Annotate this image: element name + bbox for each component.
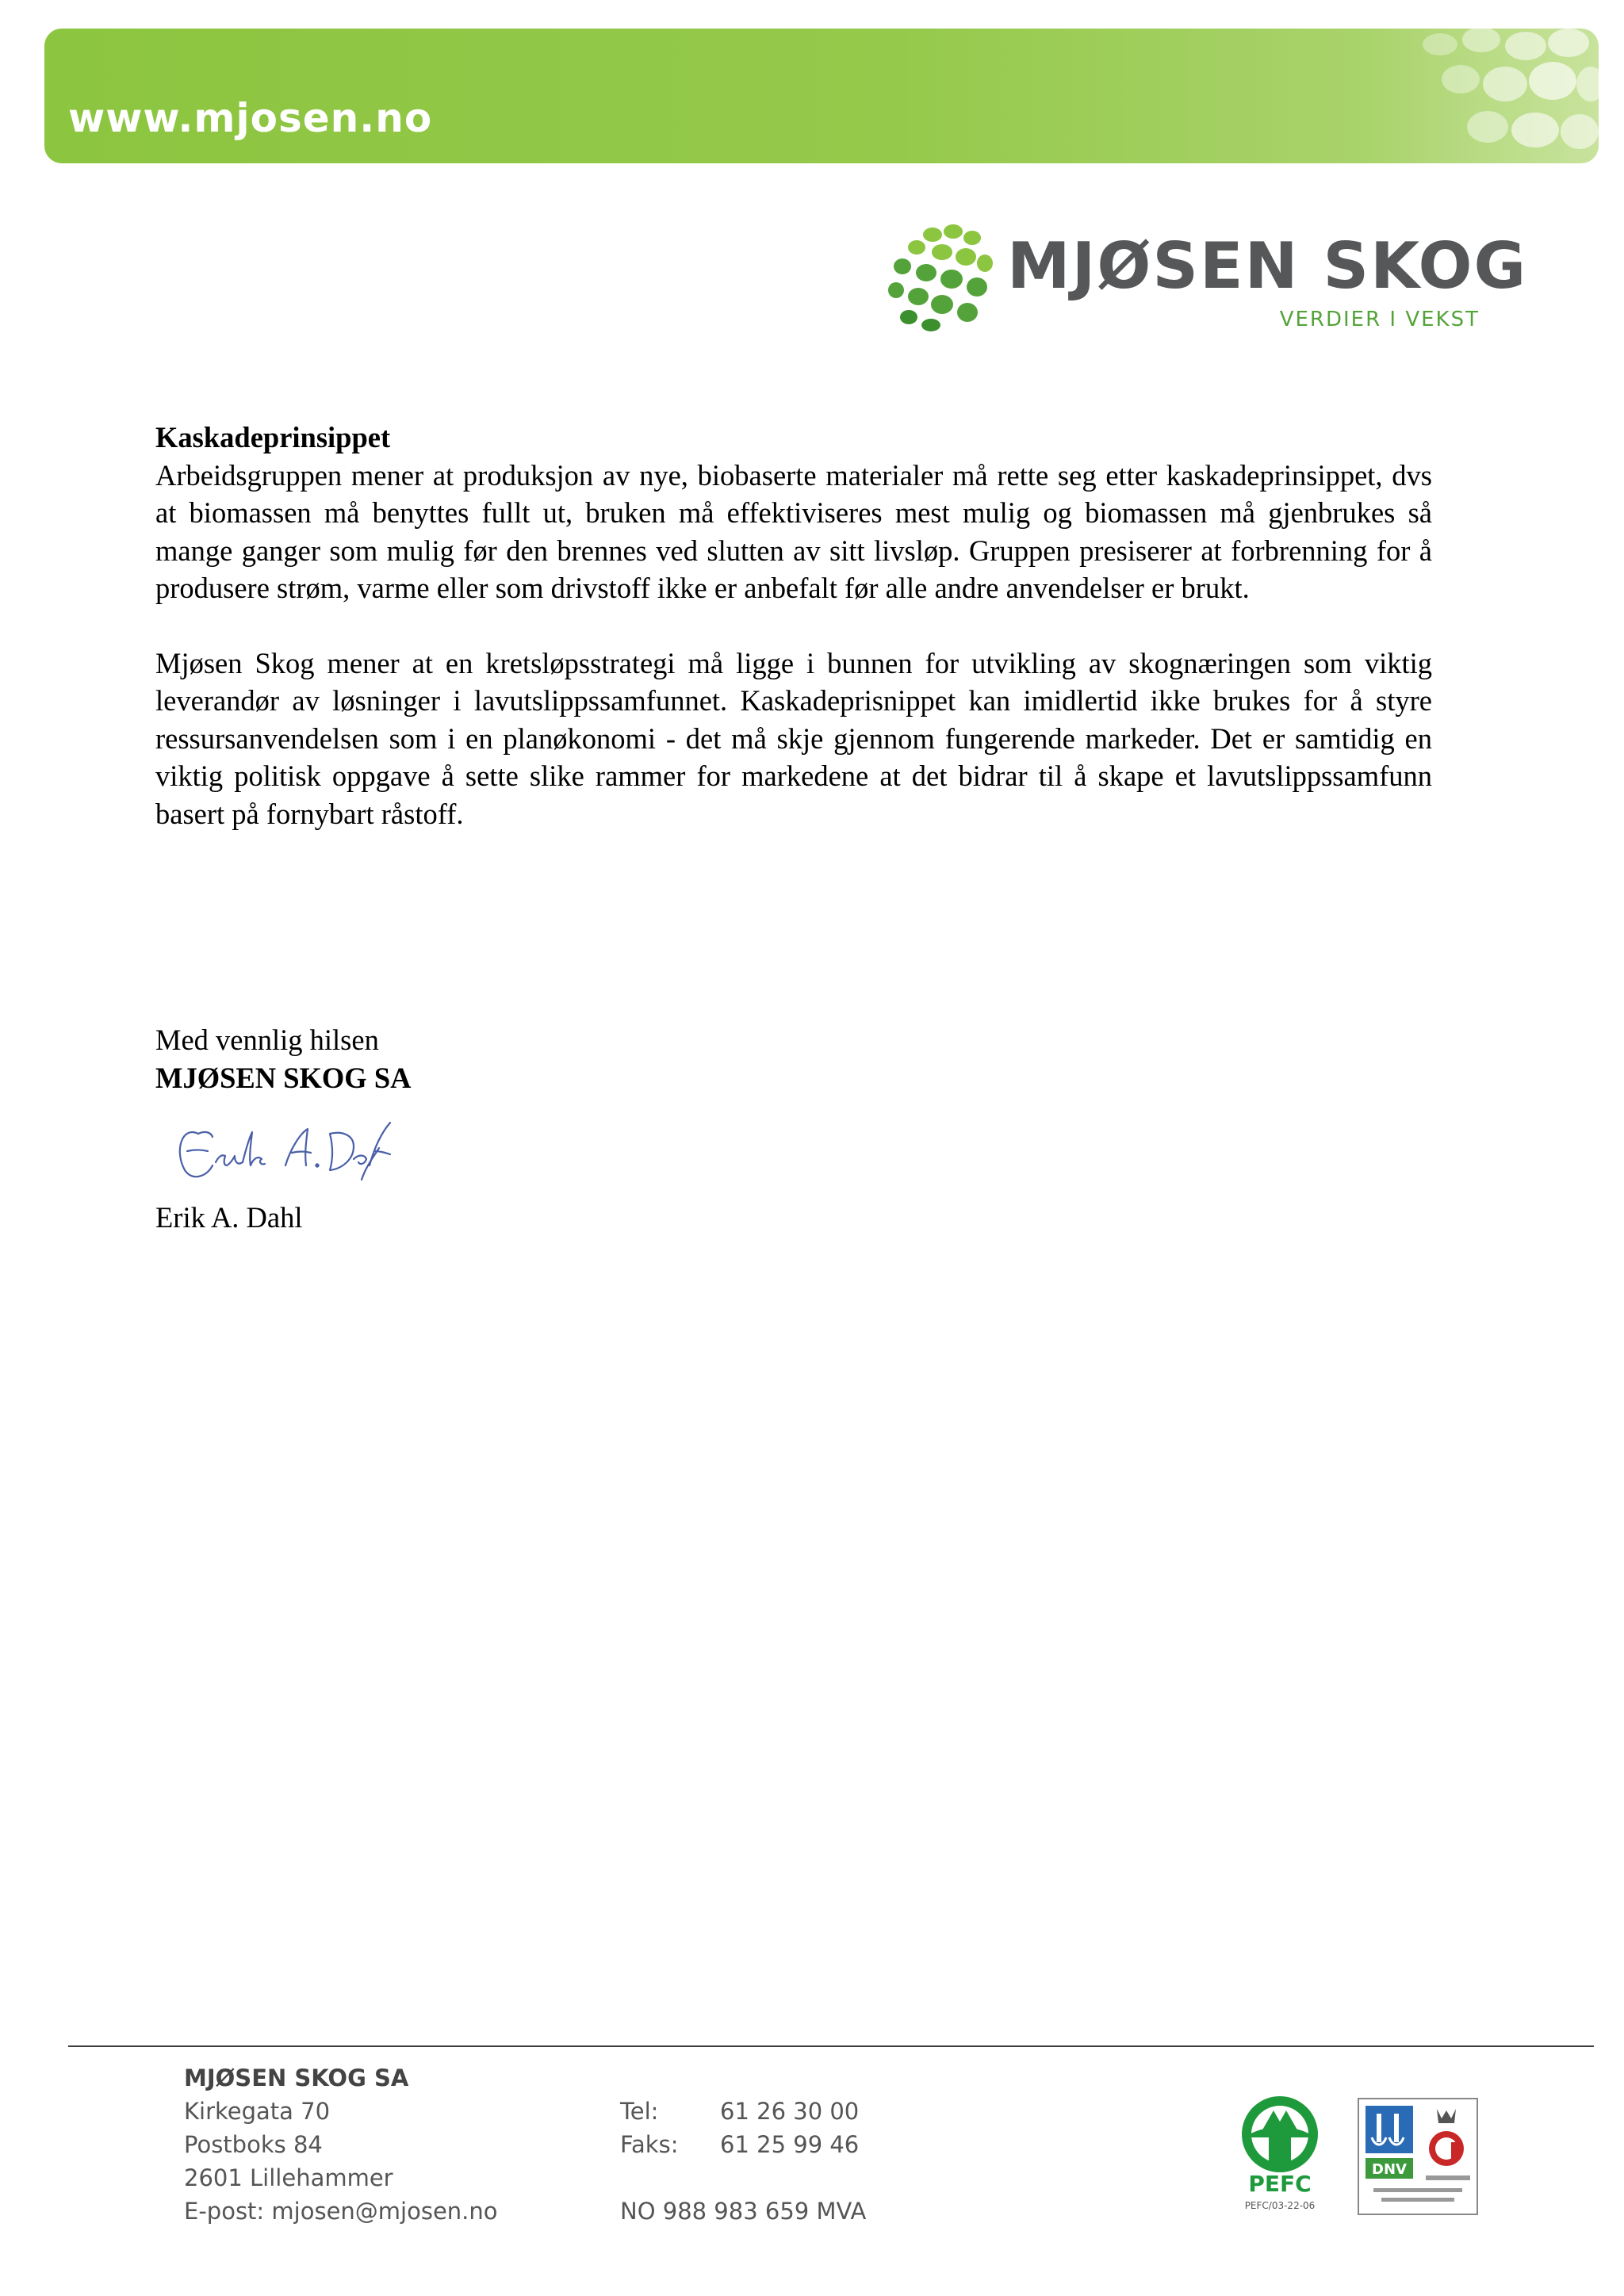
website-url[interactable]: www.mjosen.no: [68, 95, 433, 141]
pefc-code: PEFC/03-22-06: [1244, 2200, 1316, 2211]
footer-postbox: Postboks 84: [184, 2131, 323, 2158]
tel-number[interactable]: 61 26 30 00: [720, 2098, 860, 2125]
footer-address: [184, 2061, 498, 2228]
footer-contact: [620, 2095, 859, 2161]
paragraph-spacer: [155, 607, 1432, 645]
company-logo-name: MJØSEN SKOG: [1007, 229, 1528, 303]
dnv-label: DNV: [1372, 2161, 1407, 2178]
letter-body: [155, 419, 1432, 832]
footer-city: 2601 Lillehammer: [184, 2164, 393, 2191]
footer-street: Kirkegata 70: [184, 2098, 331, 2125]
footer-divider: [68, 2045, 1594, 2047]
pefc-certification-icon: [1234, 2093, 1326, 2214]
tel-label: Tel:: [620, 2098, 659, 2125]
paragraph-1: Arbeidsgruppen mener at produksjon av nye, biobaserte materialer må rette seg etter kaskadeprinsippet, dvs at biomassen må benyttes fullt ut, bruken må effektiviseres mest mulig og biomassen må gjenbrukes så mange ganger som mulig før den brennes ved slutten av sitt livsløp. Gruppen presiserer at forbrenning for å produsere strøm, varme eller som drivstoff ikke er anbefalt før alle andre anvendelser er brukt.: [155, 458, 1432, 604]
header-banner: [44, 29, 1599, 163]
leaf-pattern-decoration: [1392, 29, 1599, 163]
company-tagline: VERDIER I VEKST: [1279, 308, 1480, 331]
dnv-certification-icon: [1358, 2098, 1478, 2215]
footer-email[interactable]: E-post: mjosen@mjosen.no: [184, 2198, 498, 2225]
footer-fax-row: [620, 2128, 859, 2161]
mjosen-skog-logo: [885, 220, 1528, 338]
footer-company: MJØSEN SKOG SA: [184, 2064, 409, 2091]
footer-tel-row: [620, 2095, 859, 2128]
footer-vat-number: NO 988 983 659 MVA: [620, 2198, 867, 2225]
fax-label: Faks:: [620, 2131, 679, 2158]
handwritten-signature: [167, 1110, 404, 1197]
closing-greeting: Med vennlig hilsen: [155, 1024, 379, 1056]
closing-company: MJØSEN SKOG SA: [155, 1061, 412, 1094]
closing-block: [155, 1021, 411, 1096]
section-heading: Kaskadeprinsippet: [155, 421, 391, 453]
leaf-cluster-icon: [885, 220, 996, 331]
fax-number: 61 25 99 46: [720, 2131, 860, 2158]
pefc-label: PEFC: [1248, 2171, 1312, 2197]
signer-name: Erik A. Dahl: [155, 1201, 303, 1234]
paragraph-2: Mjøsen Skog mener at en kretsløpsstrategi må ligge i bunnen for utvikling av skognæringen som viktig leverandør av løsninger i lavutslippssamfunnet. Kaskadeprisnippet kan imidlertid ikke brukes for å styre ressursanvendelsen som i en planøkonomi - det må skje gjennom fungerende markeder. Det er samtidig en viktig politisk oppgave å sette slike rammer for markedene at det bidrar til å skape et lavutslippssamfunn basert på fornybart råstoff.: [155, 646, 1432, 830]
